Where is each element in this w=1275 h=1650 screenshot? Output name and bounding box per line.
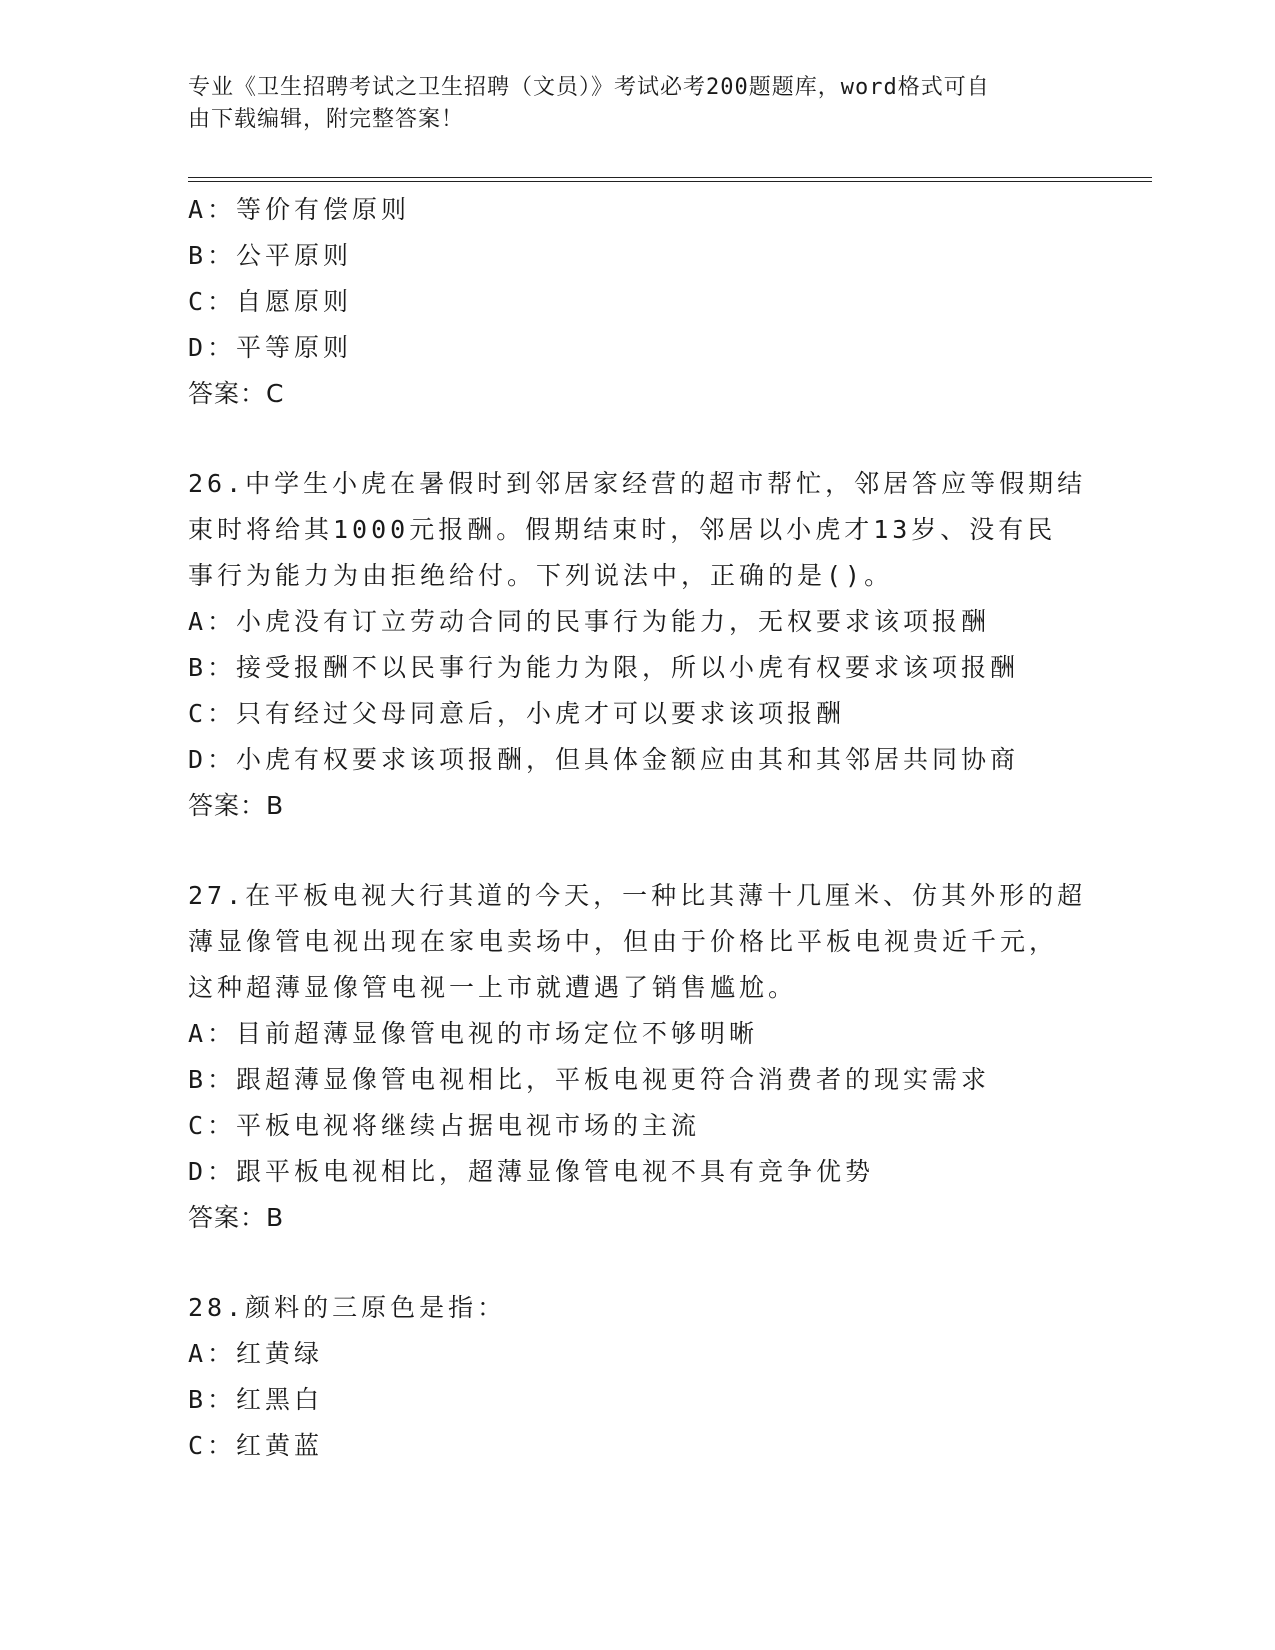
option-c: C：红黄蓝 (188, 1431, 324, 1460)
answer: 答案：B (188, 791, 285, 820)
document-body (188, 187, 1088, 1469)
option-a: A：等价有偿原则 (188, 195, 411, 224)
question-text-line: 27.在平板电视大行其道的今天，一种比其薄十几厘米、仿其外形的超 (188, 881, 1087, 910)
question-text-line: 束时将给其1000元报酬。假期结束时，邻居以小虎才13岁、没有民 (188, 515, 1057, 544)
option-b: B：红黑白 (188, 1385, 324, 1414)
option-a: A：小虎没有订立劳动合同的民事行为能力，无权要求该项报酬 (188, 607, 991, 636)
option-b: B：公平原则 (188, 241, 353, 270)
option-c: C：自愿原则 (188, 287, 353, 316)
question-text-line: 这种超薄显像管电视一上市就遭遇了销售尴尬。 (188, 973, 798, 1002)
question-28-block (188, 1285, 1088, 1469)
question-text-line: 26.中学生小虎在暑假时到邻居家经营的超市帮忙，邻居答应等假期结 (188, 469, 1087, 498)
option-c: C：只有经过父母同意后，小虎才可以要求该项报酬 (188, 699, 846, 728)
answer: 答案：B (188, 1203, 285, 1232)
header-line-1: 专业《卫生招聘考试之卫生招聘（文员）》考试必考200题题库，word格式可自 (188, 75, 990, 100)
spacer (188, 1241, 1088, 1285)
question-26-block (188, 461, 1088, 829)
spacer (188, 829, 1088, 873)
option-d: D：小虎有权要求该项报酬，但具体金额应由其和其邻居共同协商 (188, 745, 1020, 774)
question-text-line: 事行为能力为由拒绝给付。下列说法中，正确的是()。 (188, 561, 894, 590)
option-d: D：跟平板电视相比，超薄显像管电视不具有竞争优势 (188, 1157, 875, 1186)
option-b: B：跟超薄显像管电视相比，平板电视更符合消费者的现实需求 (188, 1065, 991, 1094)
answer: 答案：C (188, 379, 285, 408)
option-c: C：平板电视将继续占据电视市场的主流 (188, 1111, 701, 1140)
option-a: A：红黄绿 (188, 1339, 324, 1368)
question-25-block (188, 187, 1088, 417)
option-b: B：接受报酬不以民事行为能力为限，所以小虎有权要求该项报酬 (188, 653, 1020, 682)
document-header (188, 72, 1068, 136)
question-text-line: 薄显像管电视出现在家电卖场中，但由于价格比平板电视贵近千元， (188, 927, 1059, 956)
option-a: A：目前超薄显像管电视的市场定位不够明晰 (188, 1019, 759, 1048)
option-d: D：平等原则 (188, 333, 353, 362)
question-text-line: 28.颜料的三原色是指： (188, 1293, 507, 1322)
spacer (188, 417, 1088, 461)
header-line-2: 由下载编辑，附完整答案！ (188, 107, 465, 132)
question-27-block (188, 873, 1088, 1241)
header-divider (188, 177, 1152, 182)
